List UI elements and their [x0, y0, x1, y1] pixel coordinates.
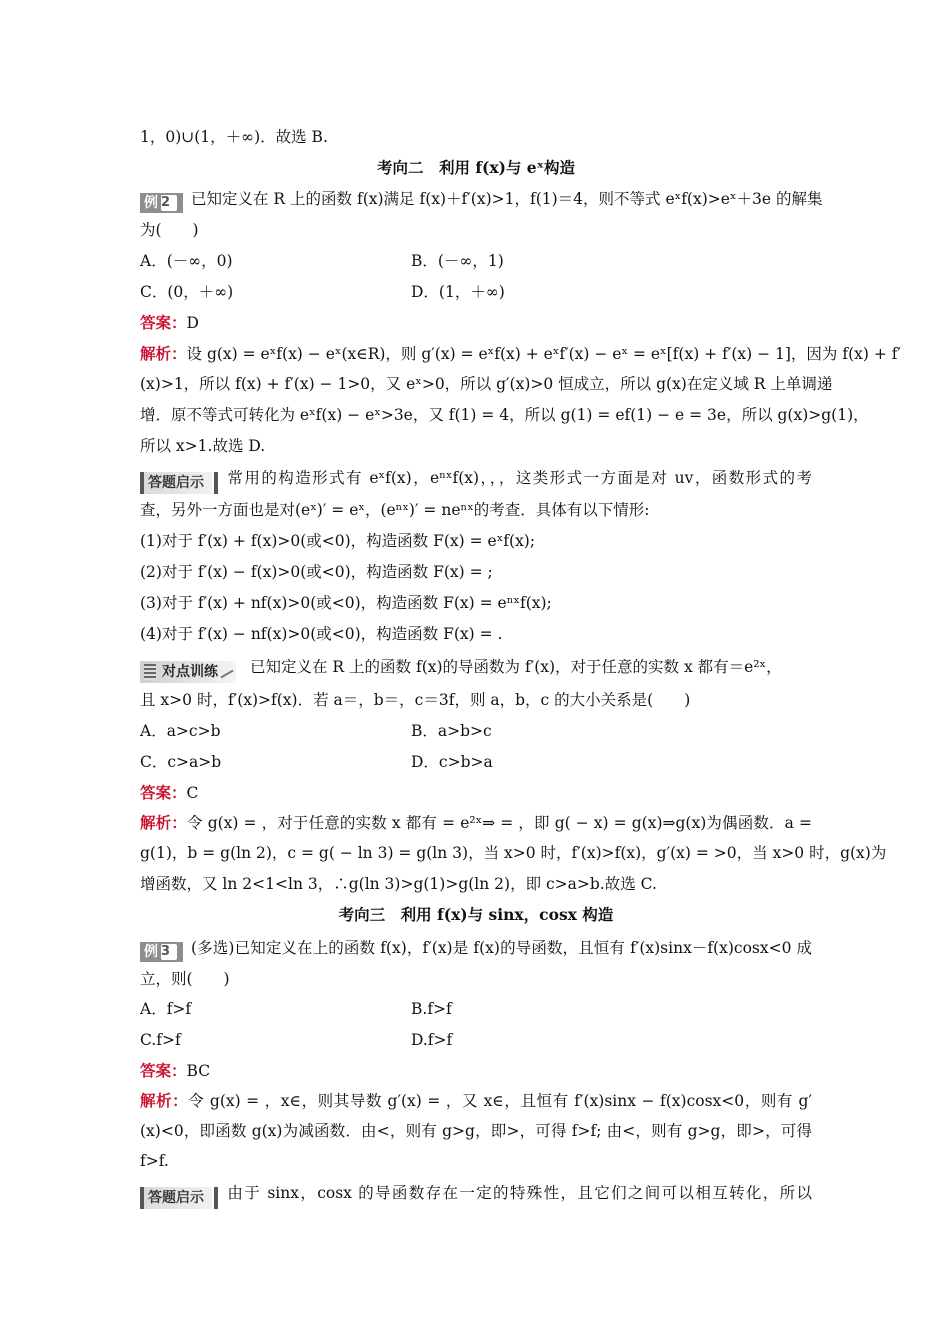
solution-line: (x)>1，所以 f(x) + f′(x) − 1>0，又 eˣ>0，所以 g′(x)>0 恒成立，所以 g(x)在定义域 R 上单调递 [140, 375, 833, 393]
solution-line: g(1)，b = g(ln 2)，c = g( − ln 3) = g(ln 3)，当 x>0 时，f′(x)>f(x)，g′(x) = >0，当 x>0 时，g(x)为 [140, 844, 887, 862]
answer-label: 答案： [140, 1062, 187, 1080]
case-1: (1)对于 f′(x) + f(x)>0(或<0)，构造函数 F(x) = eˣf(x); [140, 532, 536, 550]
answer-line [140, 782, 812, 804]
solution-line [140, 812, 812, 834]
pen-icon [220, 670, 233, 679]
solution-label: 解析： [140, 814, 187, 832]
training-line: 且 x>0 时，f′(x)>f(x)．若 a＝，b＝，c＝3f，则 a，b，c 的大小关系是( ) [140, 691, 691, 709]
solution-label: 解析： [140, 1092, 189, 1110]
option-c: C．(0，＋∞) [140, 283, 234, 301]
solution-text: 令 g(x) = ，对于任意的实数 x 都有 = e²ˣ⇒ = ，即 g( − x) = g(x)⇒g(x)为偶函数．a = [186, 814, 812, 832]
option-b: B．(－∞，1) [411, 252, 504, 270]
answer-value: C [186, 784, 199, 802]
answer-label: 答案： [140, 784, 187, 802]
hint-text: 由于 sinx，cosx 的导函数存在一定的特殊性，且它们之间可以相互转化，所以 [226, 1184, 812, 1202]
hint-badge: 答题启示 [140, 472, 212, 494]
case-3: (3)对于 f′(x) + nf(x)>0(或<0)，构造函数 F(x) = eⁿˣf(x); [140, 594, 552, 612]
option-a: A．f>f [140, 1000, 192, 1018]
answer-line [140, 312, 812, 334]
solution-label: 解析： [140, 345, 187, 363]
example-3-line-2: 立，则( ) [140, 970, 230, 988]
option-d: D．c>b>a [411, 753, 493, 771]
option-a: A．a>c>b [140, 722, 221, 740]
solution-line: f>f. [140, 1152, 169, 1170]
answer-value: D [186, 314, 199, 332]
option-d: D.f>f [411, 1031, 453, 1049]
case-4: (4)对于 f′(x) − nf(x)>0(或<0)，构造函数 F(x) = . [140, 625, 503, 643]
text-line: 1，0)∪(1，＋∞)．故选 B. [140, 128, 328, 146]
section-heading-3: 考向三 利用 f(x)与 sinx，cosx 构造 [338, 905, 614, 924]
hint-line: 查，另外一方面也是对(eˣ)′ = eˣ，(eⁿˣ)′ = neⁿˣ的考查．具体有以下情形: [140, 501, 650, 519]
option-b: B.f>f [411, 1000, 452, 1018]
solution-text: 令 g(x) = ，x∈，则其导数 g′(x) = ，又 x∈，且恒有 f′(x)sinx − f(x)cosx<0，则有 g′ [188, 1092, 812, 1110]
section-heading-2: 考向二 利用 f(x)与 eˣ构造 [376, 158, 576, 177]
option-c: C.f>f [140, 1031, 181, 1049]
notebook-icon [144, 664, 156, 680]
solution-text: 设 g(x) = eˣf(x) − eˣ(x∈R)，则 g′(x) = eˣf(x) + eˣf′(x) − eˣ = eˣ[f(x) + f′(x) − 1]，因为 f(x) + f′ [186, 345, 902, 363]
hint-line [140, 467, 812, 494]
example-2-line-1 [140, 188, 823, 213]
example-2-text: 已知定义在 R 上的函数 f(x)满足 f(x)＋f′(x)>1，f(1)＝4，则不等式 eˣf(x)>eˣ＋3e 的解集 [191, 190, 823, 208]
option-d: D．(1，＋∞) [411, 283, 505, 301]
example-3-text: (多选)已知定义在上的函数 f(x)，f′(x)是 f(x)的导函数，且恒有 f′(x)sinx－f(x)cosx<0 成 [191, 939, 812, 957]
example-badge-number: 3 [161, 944, 177, 960]
answer-value: BC [186, 1062, 211, 1080]
example-badge-label: 例 [144, 195, 158, 211]
answer-label: 答案： [140, 314, 187, 332]
option-c: C．c>a>b [140, 753, 222, 771]
training-line [140, 656, 812, 683]
solution-line [140, 1090, 812, 1112]
solution-line: (x)<0，即函数 g(x)为减函数．由<，则有 g>g，即>，可得 f>f; 由<，则有 g>g，即>，可得 [140, 1122, 812, 1140]
hint-badge: 答题启示 [140, 1187, 212, 1209]
hint-text: 常用的构造形式有 eˣf(x)，eⁿˣf(x)，，，这类形式一方面是对 uv，函数形式的考 [226, 469, 812, 487]
case-2: (2)对于 f′(x) − f(x)>0(或<0)，构造函数 F(x) = ; [140, 563, 493, 581]
example-badge [140, 193, 183, 213]
training-badge-label: 对点训练 [162, 664, 218, 680]
solution-line [140, 343, 902, 365]
example-badge-number: 2 [161, 195, 177, 211]
option-b: B．a>b>c [411, 722, 492, 740]
example-badge [140, 942, 183, 962]
solution-line: 增函数，又 ln 2<1<ln 3，∴g(ln 3)>g(1)>g(ln 2)，即 c>a>b.故选 C. [140, 875, 657, 893]
answer-line [140, 1060, 812, 1082]
training-badge [140, 661, 236, 683]
solution-line: 增．原不等式可转化为 eˣf(x) − eˣ>3e，又 f(1) = 4，所以 g(1) = ef(1) − e = 3e，所以 g(x)>g(1)， [140, 406, 869, 424]
training-text: 已知定义在 R 上的函数 f(x)的导函数为 f′(x)，对于任意的实数 x 都有＝e²ˣ， [250, 658, 782, 676]
example-3-line-1 [140, 937, 812, 962]
option-a: A．(－∞，0) [140, 252, 233, 270]
hint-line [140, 1182, 812, 1209]
example-2-line-2: 为( ) [140, 221, 199, 239]
solution-line: 所以 x>1.故选 D. [140, 437, 266, 455]
example-badge-label: 例 [144, 944, 158, 960]
